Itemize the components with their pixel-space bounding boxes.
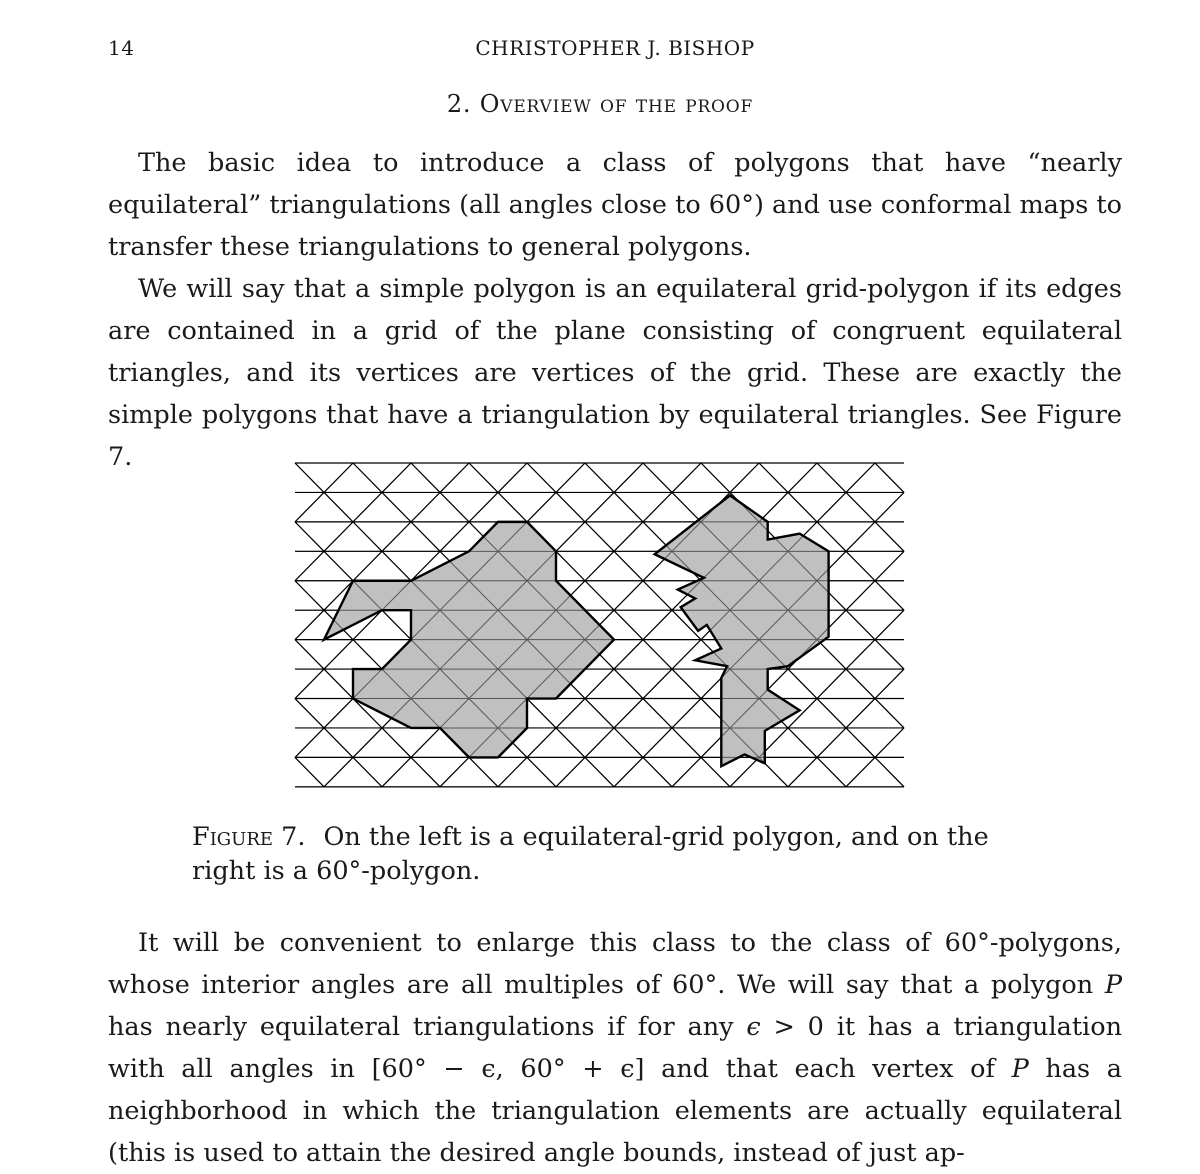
figure-label: Figure 7. xyxy=(192,822,306,852)
figure-7 xyxy=(290,458,940,798)
section-title: 2. Overview of the proof xyxy=(446,90,754,118)
p3-text-c: > 0 it has a triangulation with all angles in [60° − ϵ, 60° + ϵ] and that each vertex of xyxy=(108,1012,1122,1084)
polygon-variable-2: P xyxy=(1011,1054,1029,1084)
p3-text-d: has a neighborhood in which the triangulation elements are actually equilateral (this is used to attain the desired angle bounds, instead of just ap- xyxy=(108,1054,1122,1168)
p3-text-b: has nearly equilateral triangulations if for any xyxy=(108,1012,747,1042)
paragraph-intro: The basic idea to introduce a class of polygons that have “nearly equilateral” triangulations (all angles close to 60°) and use conformal maps to transfer these triangulations to general polygons. xyxy=(108,148,1122,262)
triangular-grid-figure xyxy=(290,458,940,798)
page-header xyxy=(108,36,1122,66)
p3-text-a: It will be convenient to enlarge this class to the class of 60°-polygons, whose interior angles are all multiples of 60°. We will say that a polygon xyxy=(108,928,1122,1000)
page-number: 14 xyxy=(108,36,135,60)
figure-caption xyxy=(192,820,1052,888)
running-head: CHRISTOPHER J. BISHOP xyxy=(475,36,755,60)
paragraph-sixty-degree-polygons xyxy=(108,922,1122,1174)
polygon-variable: P xyxy=(1104,970,1122,1000)
figure-caption-text: On the left is a equilateral-grid polygon, and on the right is a 60°-polygon. xyxy=(192,822,989,886)
paragraph-definition: We will say that a simple polygon is an equilateral grid-polygon if its edges are contained in a grid of the plane consisting of congruent equilateral triangles, and its vertices are vertices of the grid. These are exactly the simple polygons that have a triangulation by equilateral triangles. See Figure 7. xyxy=(108,274,1122,472)
epsilon-symbol: ϵ xyxy=(746,1012,761,1042)
